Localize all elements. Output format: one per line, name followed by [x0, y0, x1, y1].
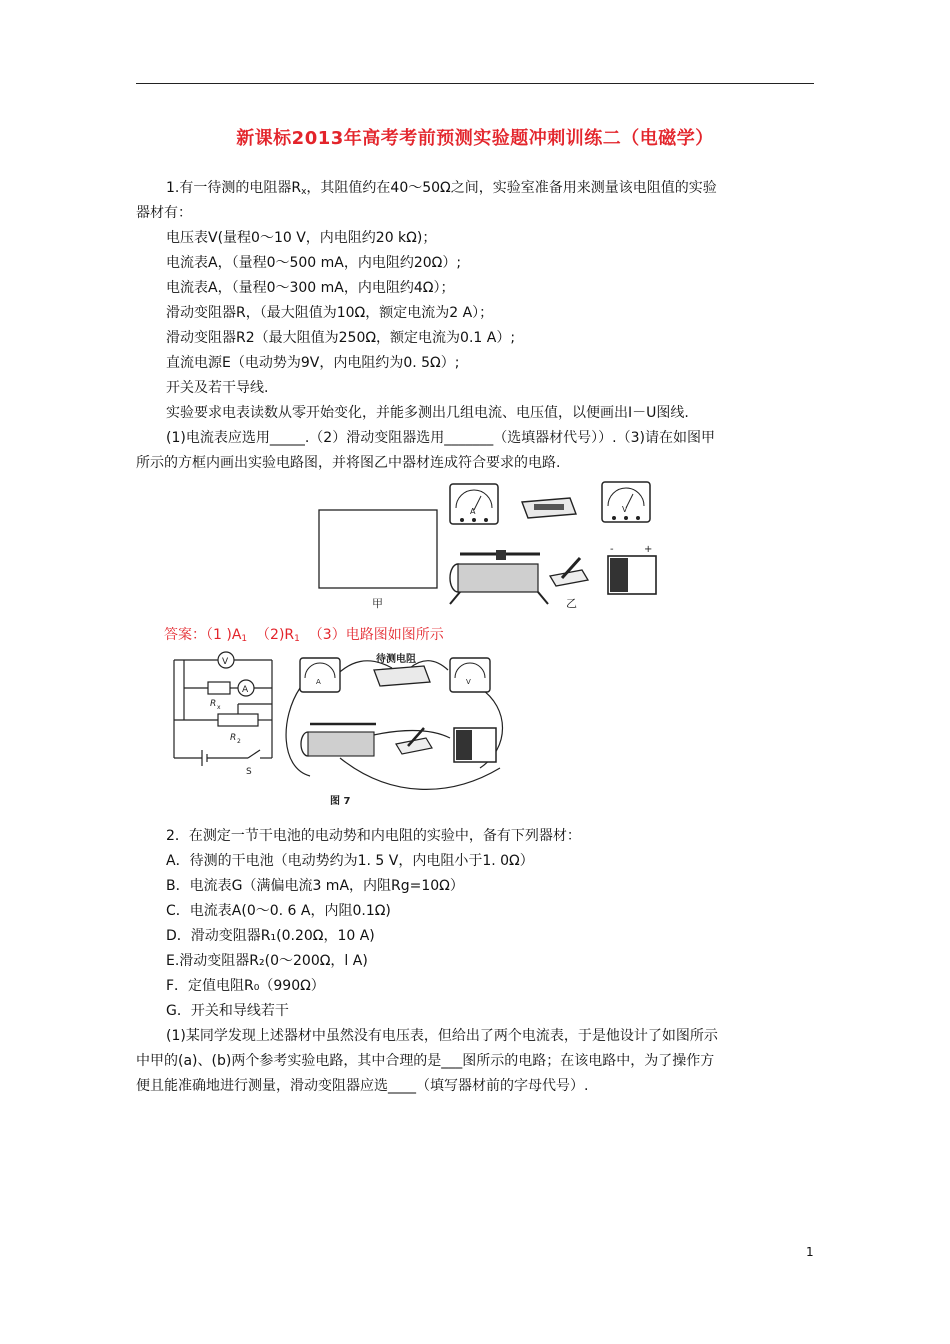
page-number: 1 — [806, 1245, 814, 1259]
circuit-label-r2: R — [230, 733, 237, 743]
fig7-resistor-icon — [374, 666, 430, 686]
q2-item-a: A．待测的干电池（电动势约为1. 5 V，内电阻小于1. 0Ω） — [166, 853, 534, 869]
circuit-label-r2-sub: 2 — [237, 738, 241, 745]
svg-text:-: - — [610, 544, 614, 555]
q1-ask-line-1: (1)电流表应选用_____.（2）滑动变阻器选用_______（选填器材代号））.（3)请在如图甲 — [166, 430, 716, 446]
answer-part-2: （2)R — [256, 627, 295, 643]
page-title: 新课标2013年高考考前预测实验题冲刺训练二（电磁学） — [236, 128, 714, 149]
q1-intro-line-1 — [166, 178, 717, 202]
rheostat-icon — [450, 550, 548, 604]
q1-intro-sub: x — [301, 187, 307, 197]
fig7-rheostat-icon — [301, 724, 376, 756]
q2-ask-line-2: 中甲的(a)、(b)两个参考实验电路，其中合理的是___图所示的电路；在该电路中，为了操作方 — [136, 1053, 715, 1069]
answer-sub-2: 1 — [294, 634, 300, 644]
svg-text:A: A — [316, 678, 321, 686]
circuit-label-a: A — [242, 685, 249, 695]
q1-item-4: 滑动变阻器R，（最大阻值为10Ω，额定电流为2 A）； — [166, 305, 494, 321]
q2-ask-line-1: (1)某同学发现上述器材中虽然没有电压表，但给出了两个电流表，于是他设计了如图所示 — [166, 1028, 718, 1044]
label-jia: 甲 — [372, 597, 383, 610]
q1-requirement: 实验要求电表读数从零开始变化，并能多测出几组电流、电压值，以便画出I－U图线. — [166, 405, 689, 421]
switch-icon — [550, 558, 588, 586]
svg-text:V: V — [622, 505, 628, 514]
q2-item-c: C．电流表A(0～0. 6 A，内阻0.1Ω) — [166, 903, 391, 919]
label-yi: 乙 — [566, 597, 577, 610]
q2-item-d: D．滑动变阻器R₁(0.20Ω，10 A) — [166, 928, 375, 944]
q1-item-3: 电流表A，（量程0～300 mA，内电阻约4Ω）； — [166, 280, 455, 296]
svg-text:V: V — [466, 678, 471, 686]
q2-item-f: F．定值电阻R₀（990Ω） — [166, 978, 325, 994]
q2-item-g: G．开关和导线若干 — [166, 1003, 289, 1019]
battery-icon — [608, 544, 656, 594]
q1-intro-a: 1.有一待测的电阻器R — [166, 180, 302, 196]
q1-intro-b: ，其阻值约在40～50Ω之间，实验室准备用来测量该电阻值的实验 — [306, 180, 717, 196]
circuit-label-rx-sub: x — [217, 704, 221, 711]
q1-answer — [164, 625, 444, 649]
q2-intro: 2．在测定一节干电池的电动势和内电阻的实验中，备有下列器材： — [166, 828, 581, 844]
q1-item-1: 电压表V(量程0～10 V，内电阻约20 kΩ)； — [166, 230, 437, 246]
resistor-block-icon — [522, 498, 576, 518]
circuit-label-s: S — [246, 767, 252, 777]
q1-intro-line-2: 器材有： — [136, 205, 192, 221]
answer-part-1: 答案：（1 )A — [164, 627, 242, 643]
header-rule — [136, 83, 814, 84]
fig7-label: 图 7 — [330, 796, 351, 807]
q1-item-6: 直流电源E（电动势为9V，内电阻约为0. 5Ω）; — [166, 355, 460, 371]
q1-item-7: 开关及若干导线. — [166, 380, 269, 396]
circuit-diagram — [174, 652, 272, 766]
q1-ask-line-2: 所示的方框内画出实验电路图，并将图乙中器材连成符合要求的电路. — [136, 455, 561, 471]
q2-item-b: B．电流表G（满偏电流3 mA，内阻Rg=10Ω） — [166, 878, 464, 894]
answer-part-3: （3）电路图如图所示 — [308, 627, 444, 643]
figure-7 — [160, 648, 530, 812]
answer-sub-1: 1 — [241, 634, 248, 644]
voltmeter-icon — [602, 482, 650, 522]
svg-text:+: + — [644, 544, 653, 555]
ammeter-icon — [450, 484, 498, 524]
fig7-resistor-label: 待测电阻 — [376, 654, 416, 665]
q2-item-e: E.滑动变阻器R₂(0～200Ω，l A) — [166, 953, 368, 969]
fig7-ammeter-icon — [300, 658, 340, 692]
svg-text:A: A — [470, 507, 476, 516]
fig7-battery-icon — [454, 728, 496, 762]
q1-item-2: 电流表A，（量程0～500 mA，内电阻约20Ω）; — [166, 255, 462, 271]
blank-box — [319, 510, 437, 588]
circuit-label-v: V — [222, 657, 229, 667]
fig7-voltmeter-icon — [450, 658, 490, 692]
q1-item-5: 滑动变阻器R2（最大阻值为250Ω，额定电流为0.1 A）; — [166, 330, 516, 346]
q2-ask-line-3: 便且能准确地进行测量，滑动变阻器应选____（填写器材前的字母代号）. — [136, 1078, 589, 1094]
figure-jia-yi — [310, 478, 670, 618]
circuit-label-rx: R — [210, 699, 217, 709]
